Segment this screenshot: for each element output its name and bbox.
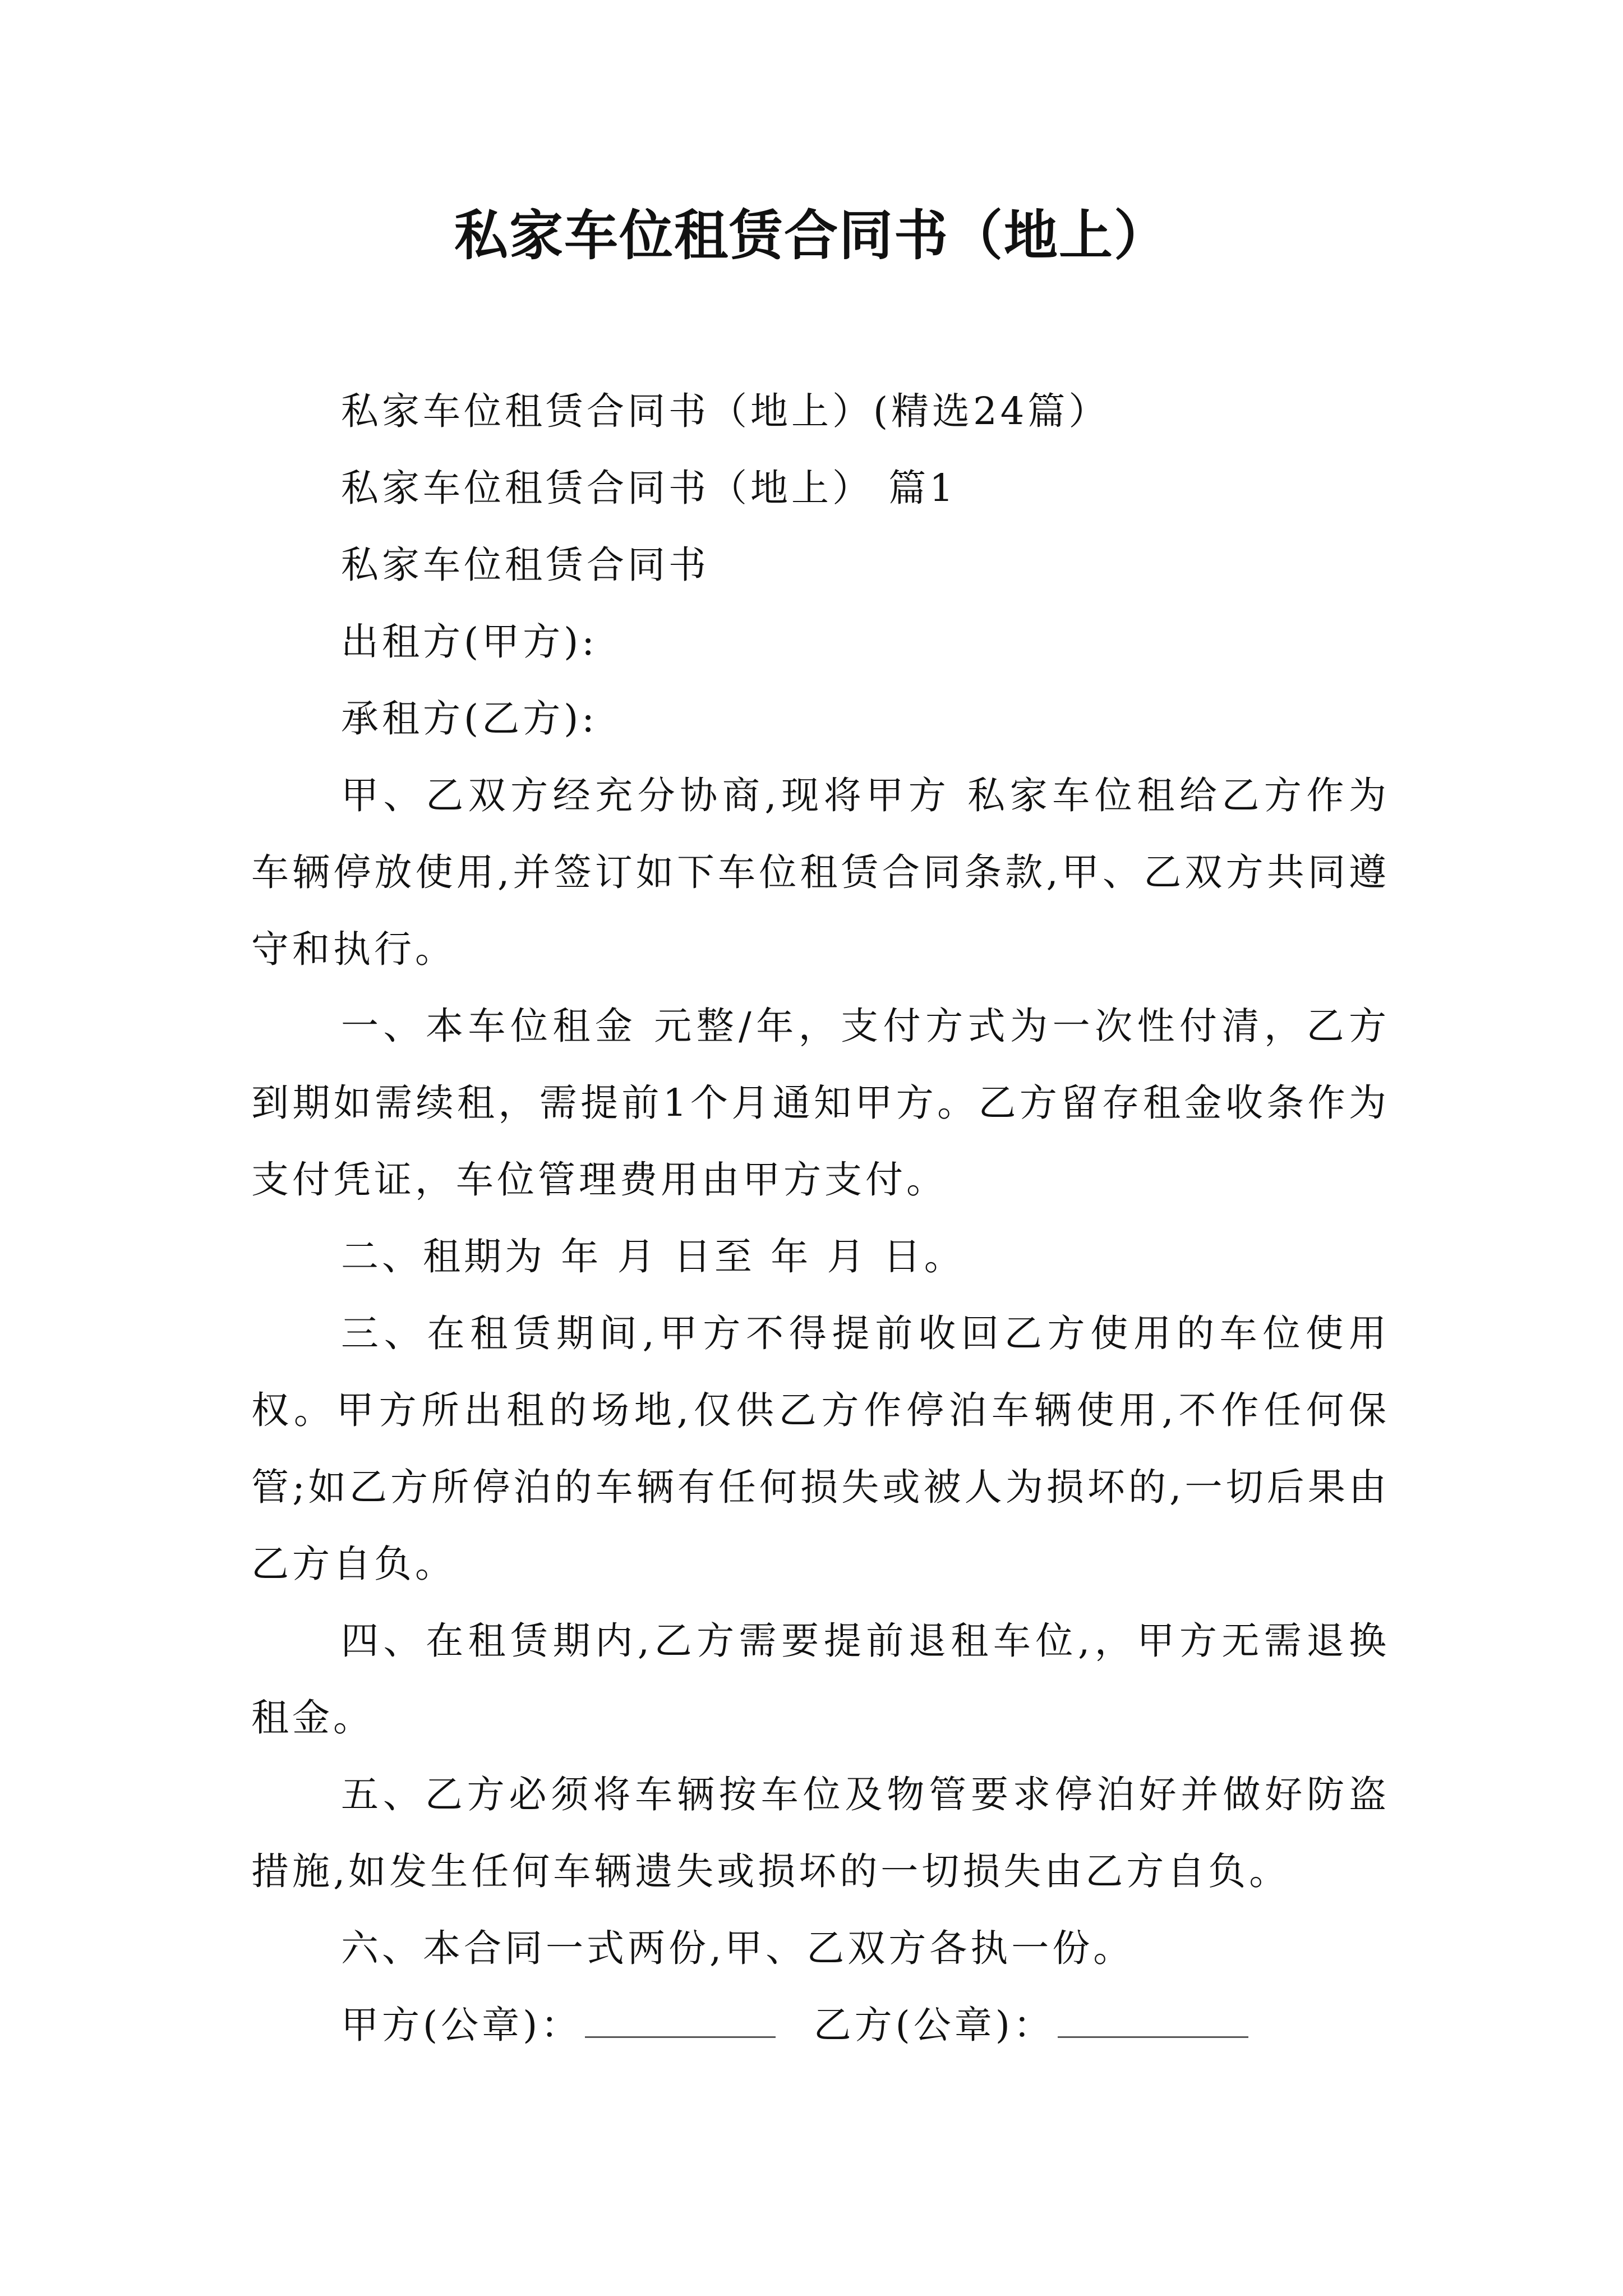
- party-a-signature-label: 甲方(公章)：: [341, 2003, 582, 2047]
- party-a-signature-line: [585, 2003, 776, 2038]
- paragraph-lessee: 承租方(乙方):: [341, 697, 598, 740]
- party-b-signature-label: 乙方(公章)：: [813, 2003, 1054, 2047]
- paragraph-clause-2: 二、租期为 年 月 日至 年 月 日。: [341, 1235, 965, 1278]
- paragraph-subtitle: 私家车位租赁合同书（地上）(精选24篇）: [341, 389, 1110, 433]
- paragraph-section-heading: 私家车位租赁合同书（地上） 篇1: [341, 466, 957, 510]
- paragraph-clause-4: 四、在租赁期内,乙方需要提前退租车位,，甲方无需退换租金。: [251, 1619, 1390, 1740]
- paragraph-preamble: 甲、乙双方经充分协商,现将甲方 私家车位租给乙方作为车辆停放使用,并签订如下车位租赁合同条款,甲、乙双方共同遵守和执行。: [251, 774, 1390, 971]
- document-body: [251, 373, 1390, 2064]
- paragraph-contract-name: 私家车位租赁合同书: [341, 543, 709, 587]
- party-b-signature-line: [1058, 2003, 1248, 2038]
- paragraph-clause-5: 五、乙方必须将车辆按车位及物管要求停泊好并做好防盗措施,如发生任何车辆遗失或损坏的一切损失由乙方自负。: [251, 1773, 1390, 1893]
- document-title: 私家车位租赁合同书（地上）: [454, 204, 1169, 267]
- paragraph-clause-6: 六、本合同一式两份,甲、乙双方各执一份。: [341, 1926, 1135, 1970]
- signature-row: [341, 1987, 1390, 2064]
- paragraph-clause-3: 三、在租赁期间,甲方不得提前收回乙方使用的车位使用权。甲方所出租的场地,仅供乙方作停泊车辆使用,不作任何保管;如乙方所停泊的车辆有任何损失或被人为损坏的,一切后果由乙方自负。: [251, 1312, 1390, 1586]
- paragraph-clause-1: 一、本车位租金 元整/年，支付方式为一次性付清，乙方到期如需续租，需提前1个月通知甲方。乙方留存租金收条作为支付凭证，车位管理费用由甲方支付。: [251, 1004, 1390, 1202]
- paragraph-lessor: 出租方(甲方):: [341, 620, 598, 664]
